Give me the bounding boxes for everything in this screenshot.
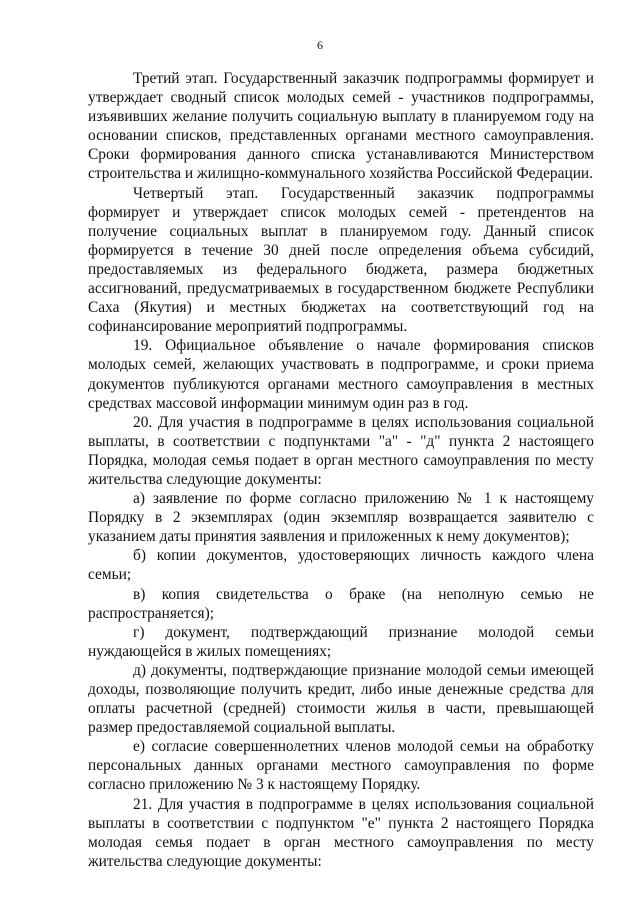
paragraph-stage-4: Четвертый этап. Государственный заказчик подпрограммы формирует и утверждает список молодых семей - претендентов на получение социальных выплат в планируемом году. Данный список формируется в течение 30 дней после определения объема субсидий, предоставляемых из федерального бюджета, размера бюджетных ассигнований, предусматриваемых в государственном бюджете Республики Саха (Якутия) и местных бюджетах на соответствующий год на софинансирование мероприятий подпрограммы. <box>88 184 594 336</box>
paragraph-19: 19. Официальное объявление о начале формирования списков молодых семей, желающих участвовать в подпрограмме, и сроки приема документов публикуются органами местного самоуправления в местных средствах массовой информации минимум один раз в год. <box>88 337 594 412</box>
list-item-d: д) документы, подтверждающие признание молодой семьи имеющей доходы, позволяющие получить кредит, либо иные денежные средства для оплаты расчетной (средней) стоимости жилья в части, превышающей размер предоставляемой социальной выплаты. <box>88 661 594 737</box>
list-item-v: в) копия свидетельства о браке (на неполную семью не распространяется); <box>88 585 594 622</box>
list-item-b: б) копии документов, удостоверяющих личность каждого члена семьи; <box>88 547 594 584</box>
paragraph-21: 21. Для участия в подпрограмме в целях использования социальной выплаты в соответствии с подпунктом "е" пункта 2 настоящего Порядка молодая семья подает в орган местного самоуправления по месту жительства следующие документы: <box>88 795 594 870</box>
page-number: 6 <box>317 38 323 52</box>
list-item-e: е) согласие совершеннолетних членов молодой семьи на обработку персональных данных органами местного самоуправления по форме согласно приложению № 3 к настоящему Порядку. <box>88 738 594 794</box>
paragraph-stage-3: Третий этап. Государственный заказчик подпрограммы формирует и утверждает сводный список молодых семей - участников подпрограммы, изъявивших желание получить социальную выплату в планируемом году на основании списков, представленных органами местного самоуправления. Сроки формирования данного списка устанавливаются Министерством строительства и жилищно-коммунального хозяйства Российской Федерации. <box>88 70 594 183</box>
document-body <box>88 69 594 871</box>
list-item-g: г) документ, подтверждающий признание молодой семьи нуждающейся в жилых помещениях; <box>88 623 594 660</box>
list-item-a: а) заявление по форме согласно приложению № 1 к настоящему Порядку в 2 экземплярах (один экземпляр возвращается заявителю с указанием даты принятия заявления и приложенных к нему документов); <box>88 490 594 546</box>
paragraph-20: 20. Для участия в подпрограмме в целях использования социальной выплаты, в соответствии с подпунктами "а" - "д" пункта 2 настоящего Порядка, молодая семья подает в орган местного самоуправления по месту жительства следующие документы: <box>88 413 594 488</box>
